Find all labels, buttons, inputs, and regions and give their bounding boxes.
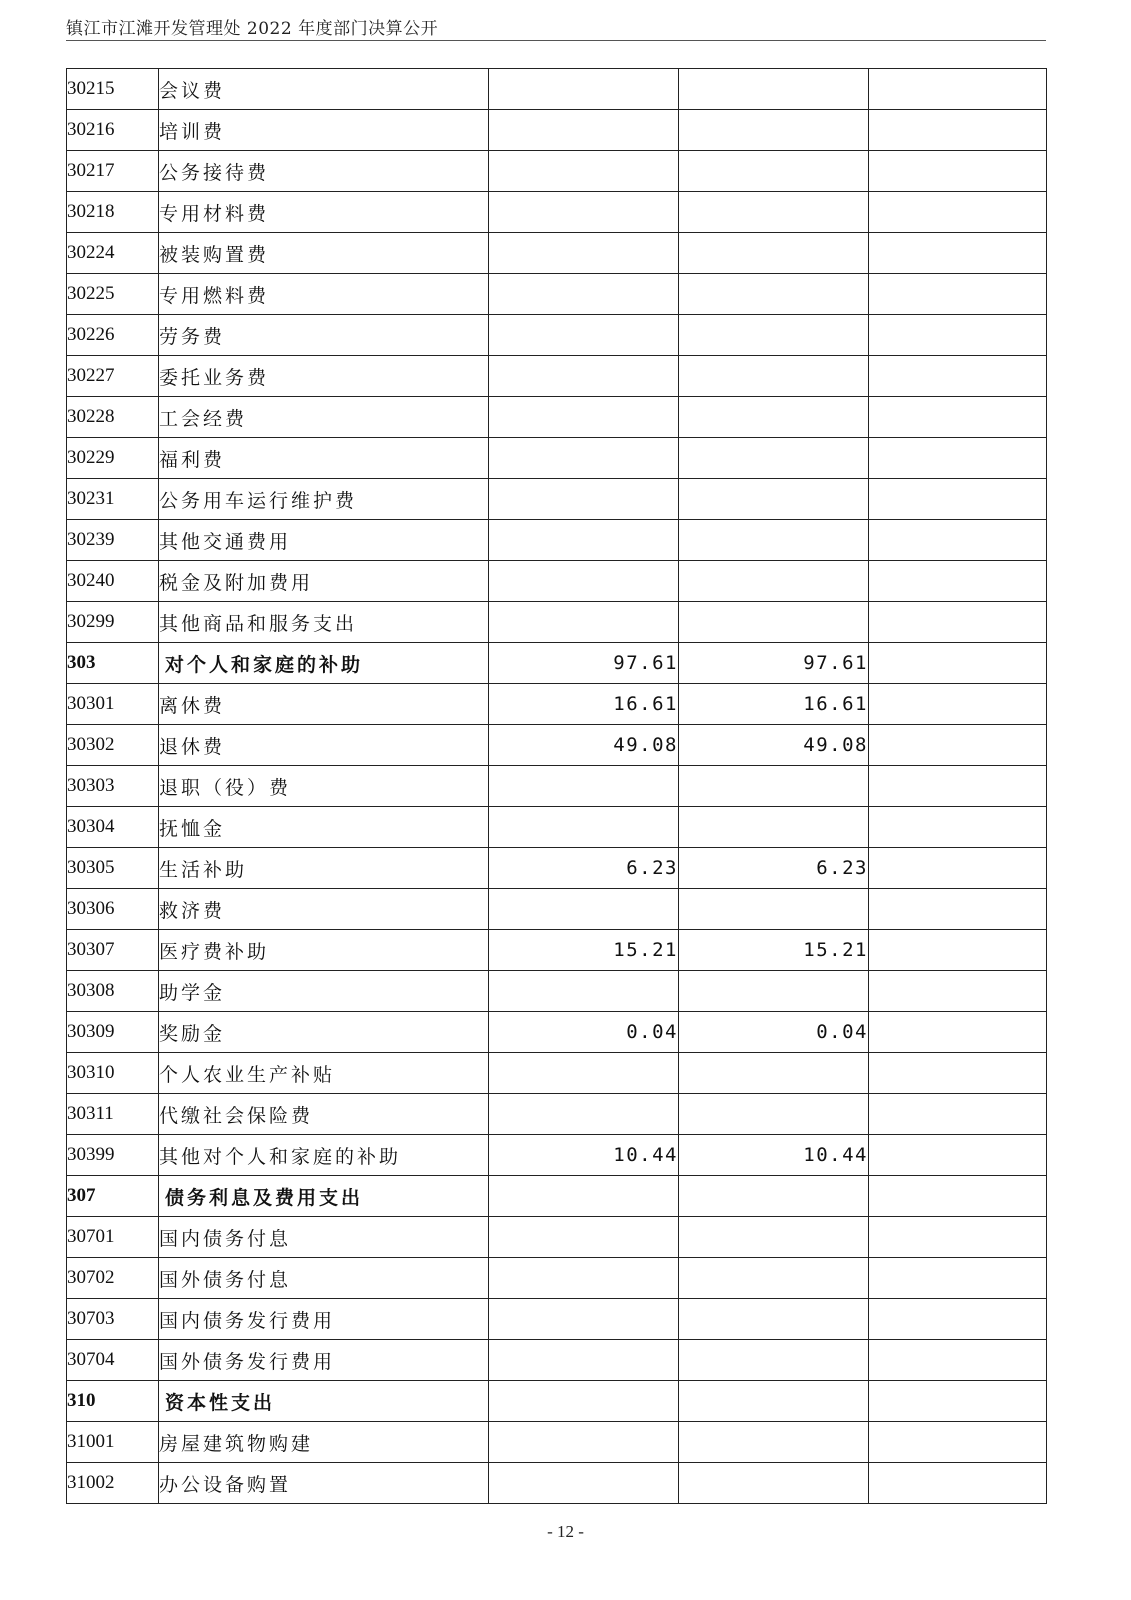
project-expenditure-cell (869, 889, 1047, 930)
table-row (67, 479, 1047, 520)
project-expenditure-cell (869, 69, 1047, 110)
subject-name-cell: 债务利息及费用支出 (159, 1176, 489, 1217)
table-row (67, 110, 1047, 151)
subject-name-cell: 对个人和家庭的补助 (159, 643, 489, 684)
subject-code-cell: 30239 (67, 520, 159, 561)
subject-code-cell: 30307 (67, 930, 159, 971)
project-expenditure-cell (869, 1053, 1047, 1094)
subject-name-cell: 其他商品和服务支出 (159, 602, 489, 643)
total-amount-cell (489, 397, 679, 438)
project-expenditure-cell (869, 438, 1047, 479)
subject-name-cell: 福利费 (159, 438, 489, 479)
total-amount-cell: 97.61 (489, 643, 679, 684)
subject-code-cell: 30226 (67, 315, 159, 356)
subject-name-cell: 退职（役）费 (159, 766, 489, 807)
subject-name-cell: 房屋建筑物购建 (159, 1422, 489, 1463)
subject-code-cell: 30229 (67, 438, 159, 479)
table-row (67, 684, 1047, 725)
table-row (67, 397, 1047, 438)
subject-name-cell: 其他对个人和家庭的补助 (159, 1135, 489, 1176)
subject-code-cell: 30218 (67, 192, 159, 233)
table-row (67, 1340, 1047, 1381)
table-row (67, 1422, 1047, 1463)
total-amount-cell (489, 1176, 679, 1217)
table-row (67, 438, 1047, 479)
project-expenditure-cell (869, 766, 1047, 807)
project-expenditure-cell (869, 520, 1047, 561)
table-group-row (67, 1176, 1047, 1217)
table-row (67, 930, 1047, 971)
project-expenditure-cell (869, 192, 1047, 233)
basic-expenditure-cell (679, 1053, 869, 1094)
project-expenditure-cell (869, 807, 1047, 848)
subject-name-cell: 税金及附加费用 (159, 561, 489, 602)
subject-name-cell: 培训费 (159, 110, 489, 151)
table-row (67, 561, 1047, 602)
total-amount-cell: 10.44 (489, 1135, 679, 1176)
total-amount-cell: 15.21 (489, 930, 679, 971)
subject-code-cell: 30227 (67, 356, 159, 397)
project-expenditure-cell (869, 1176, 1047, 1217)
project-expenditure-cell (869, 1381, 1047, 1422)
subject-name-cell: 离休费 (159, 684, 489, 725)
total-amount-cell (489, 479, 679, 520)
project-expenditure-cell (869, 1012, 1047, 1053)
subject-code-cell: 30306 (67, 889, 159, 930)
total-amount-cell (489, 356, 679, 397)
subject-name-cell: 救济费 (159, 889, 489, 930)
total-amount-cell (489, 438, 679, 479)
basic-expenditure-cell (679, 397, 869, 438)
total-amount-cell: 6.23 (489, 848, 679, 889)
subject-name-cell: 国外债务付息 (159, 1258, 489, 1299)
total-amount-cell (489, 602, 679, 643)
subject-name-cell: 助学金 (159, 971, 489, 1012)
subject-name-cell: 公务用车运行维护费 (159, 479, 489, 520)
basic-expenditure-cell (679, 561, 869, 602)
subject-name-cell: 代缴社会保险费 (159, 1094, 489, 1135)
table-row (67, 766, 1047, 807)
project-expenditure-cell (869, 315, 1047, 356)
subject-code-cell: 30308 (67, 971, 159, 1012)
total-amount-cell (489, 971, 679, 1012)
total-amount-cell (489, 274, 679, 315)
subject-code-cell: 30704 (67, 1340, 159, 1381)
basic-expenditure-cell (679, 1094, 869, 1135)
subject-code-cell: 31002 (67, 1463, 159, 1504)
subject-name-cell: 委托业务费 (159, 356, 489, 397)
basic-expenditure-cell (679, 315, 869, 356)
total-amount-cell (489, 1299, 679, 1340)
total-amount-cell (489, 192, 679, 233)
total-amount-cell (489, 766, 679, 807)
basic-expenditure-cell (679, 69, 869, 110)
table-row (67, 1217, 1047, 1258)
basic-expenditure-cell (679, 438, 869, 479)
subject-code-cell: 30240 (67, 561, 159, 602)
basic-expenditure-cell (679, 1340, 869, 1381)
total-amount-cell (489, 315, 679, 356)
subject-code-cell: 30701 (67, 1217, 159, 1258)
table-row (67, 192, 1047, 233)
total-amount-cell (489, 889, 679, 930)
table-row (67, 1135, 1047, 1176)
total-amount-cell (489, 1094, 679, 1135)
subject-code-cell: 30217 (67, 151, 159, 192)
subject-name-cell: 专用燃料费 (159, 274, 489, 315)
subject-name-cell: 其他交通费用 (159, 520, 489, 561)
subject-name-cell: 国内债务发行费用 (159, 1299, 489, 1340)
total-amount-cell (489, 1422, 679, 1463)
table-row (67, 848, 1047, 889)
subject-name-cell: 劳务费 (159, 315, 489, 356)
table-row (67, 1299, 1047, 1340)
subject-name-cell: 生活补助 (159, 848, 489, 889)
table-row (67, 1258, 1047, 1299)
table-row (67, 69, 1047, 110)
basic-expenditure-cell: 15.21 (679, 930, 869, 971)
subject-code-cell: 30702 (67, 1258, 159, 1299)
total-amount-cell (489, 233, 679, 274)
subject-code-cell: 30399 (67, 1135, 159, 1176)
project-expenditure-cell (869, 1094, 1047, 1135)
project-expenditure-cell (869, 233, 1047, 274)
subject-code-cell: 30305 (67, 848, 159, 889)
project-expenditure-cell (869, 602, 1047, 643)
project-expenditure-cell (869, 397, 1047, 438)
subject-code-cell: 30310 (67, 1053, 159, 1094)
page-number: - 12 - (547, 1522, 584, 1541)
total-amount-cell (489, 1381, 679, 1422)
project-expenditure-cell (869, 1299, 1047, 1340)
subject-code-cell: 30231 (67, 479, 159, 520)
basic-expenditure-cell: 97.61 (679, 643, 869, 684)
document-header-title: 镇江市江滩开发管理处 2022 年度部门决算公开 (66, 19, 439, 39)
table-row (67, 971, 1047, 1012)
project-expenditure-cell (869, 1340, 1047, 1381)
table-row (67, 356, 1047, 397)
basic-expenditure-cell: 49.08 (679, 725, 869, 766)
total-amount-cell (489, 151, 679, 192)
total-amount-cell (489, 1217, 679, 1258)
subject-code-cell: 30301 (67, 684, 159, 725)
subject-code-cell: 303 (67, 643, 159, 684)
project-expenditure-cell (869, 1217, 1047, 1258)
project-expenditure-cell (869, 930, 1047, 971)
basic-expenditure-cell (679, 971, 869, 1012)
expenditure-table-body (67, 69, 1047, 1504)
subject-code-cell: 30309 (67, 1012, 159, 1053)
basic-expenditure-cell (679, 151, 869, 192)
subject-code-cell: 30311 (67, 1094, 159, 1135)
basic-expenditure-cell (679, 520, 869, 561)
table-row (67, 520, 1047, 561)
table-row (67, 274, 1047, 315)
basic-expenditure-cell (679, 233, 869, 274)
total-amount-cell (489, 1463, 679, 1504)
subject-name-cell: 被装购置费 (159, 233, 489, 274)
project-expenditure-cell (869, 643, 1047, 684)
subject-code-cell: 30302 (67, 725, 159, 766)
project-expenditure-cell (869, 1135, 1047, 1176)
total-amount-cell (489, 520, 679, 561)
subject-name-cell: 工会经费 (159, 397, 489, 438)
subject-code-cell: 30303 (67, 766, 159, 807)
table-row (67, 602, 1047, 643)
subject-code-cell: 30215 (67, 69, 159, 110)
project-expenditure-cell (869, 684, 1047, 725)
subject-code-cell: 30703 (67, 1299, 159, 1340)
total-amount-cell (489, 110, 679, 151)
basic-expenditure-cell (679, 1299, 869, 1340)
basic-expenditure-cell (679, 1176, 869, 1217)
project-expenditure-cell (869, 1258, 1047, 1299)
subject-code-cell: 31001 (67, 1422, 159, 1463)
basic-expenditure-cell (679, 356, 869, 397)
project-expenditure-cell (869, 274, 1047, 315)
table-row (67, 725, 1047, 766)
basic-expenditure-cell (679, 807, 869, 848)
subject-code-cell: 310 (67, 1381, 159, 1422)
table-row (67, 151, 1047, 192)
table-row (67, 1463, 1047, 1504)
subject-code-cell: 30224 (67, 233, 159, 274)
basic-expenditure-cell (679, 1422, 869, 1463)
basic-expenditure-cell (679, 766, 869, 807)
total-amount-cell (489, 807, 679, 848)
project-expenditure-cell (869, 151, 1047, 192)
project-expenditure-cell (869, 848, 1047, 889)
basic-expenditure-cell: 0.04 (679, 1012, 869, 1053)
subject-name-cell: 医疗费补助 (159, 930, 489, 971)
total-amount-cell (489, 1053, 679, 1094)
total-amount-cell (489, 1340, 679, 1381)
subject-code-cell: 30299 (67, 602, 159, 643)
subject-code-cell: 30228 (67, 397, 159, 438)
subject-code-cell: 307 (67, 1176, 159, 1217)
subject-name-cell: 个人农业生产补贴 (159, 1053, 489, 1094)
expenditure-table (66, 68, 1047, 1504)
project-expenditure-cell (869, 479, 1047, 520)
basic-expenditure-cell (679, 274, 869, 315)
table-group-row (67, 643, 1047, 684)
table-row (67, 807, 1047, 848)
subject-name-cell: 国外债务发行费用 (159, 1340, 489, 1381)
subject-name-cell: 专用材料费 (159, 192, 489, 233)
basic-expenditure-cell: 6.23 (679, 848, 869, 889)
subject-name-cell: 抚恤金 (159, 807, 489, 848)
subject-name-cell: 退休费 (159, 725, 489, 766)
basic-expenditure-cell (679, 1217, 869, 1258)
subject-name-cell: 公务接待费 (159, 151, 489, 192)
basic-expenditure-cell (679, 110, 869, 151)
project-expenditure-cell (869, 561, 1047, 602)
table-row (67, 233, 1047, 274)
header-divider (66, 40, 1046, 41)
subject-name-cell: 资本性支出 (159, 1381, 489, 1422)
table-row (67, 1053, 1047, 1094)
subject-code-cell: 30216 (67, 110, 159, 151)
table-row (67, 889, 1047, 930)
total-amount-cell: 0.04 (489, 1012, 679, 1053)
total-amount-cell (489, 561, 679, 602)
subject-code-cell: 30225 (67, 274, 159, 315)
subject-name-cell: 办公设备购置 (159, 1463, 489, 1504)
subject-name-cell: 会议费 (159, 69, 489, 110)
project-expenditure-cell (869, 725, 1047, 766)
table-row (67, 1094, 1047, 1135)
total-amount-cell (489, 1258, 679, 1299)
subject-code-cell: 30304 (67, 807, 159, 848)
total-amount-cell (489, 69, 679, 110)
project-expenditure-cell (869, 971, 1047, 1012)
table-group-row (67, 1381, 1047, 1422)
total-amount-cell: 49.08 (489, 725, 679, 766)
table-row (67, 315, 1047, 356)
basic-expenditure-cell (679, 889, 869, 930)
total-amount-cell: 16.61 (489, 684, 679, 725)
basic-expenditure-cell (679, 602, 869, 643)
subject-name-cell: 奖励金 (159, 1012, 489, 1053)
basic-expenditure-cell (679, 192, 869, 233)
subject-name-cell: 国内债务付息 (159, 1217, 489, 1258)
project-expenditure-cell (869, 1422, 1047, 1463)
basic-expenditure-cell: 16.61 (679, 684, 869, 725)
basic-expenditure-cell (679, 1463, 869, 1504)
basic-expenditure-cell (679, 479, 869, 520)
basic-expenditure-cell (679, 1258, 869, 1299)
project-expenditure-cell (869, 356, 1047, 397)
project-expenditure-cell (869, 1463, 1047, 1504)
table-row (67, 1012, 1047, 1053)
basic-expenditure-cell: 10.44 (679, 1135, 869, 1176)
project-expenditure-cell (869, 110, 1047, 151)
basic-expenditure-cell (679, 1381, 869, 1422)
